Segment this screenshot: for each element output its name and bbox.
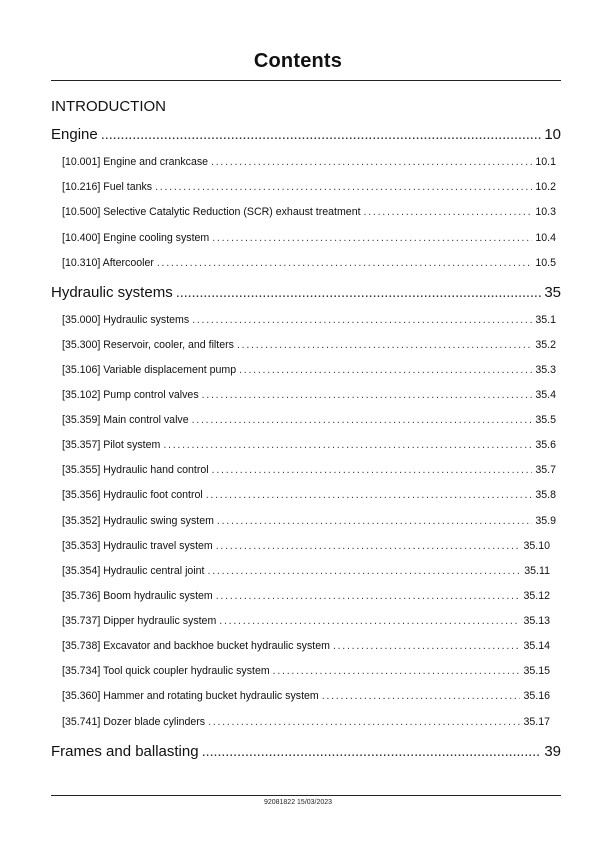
toc-entry-page: 35.3 [535, 364, 556, 376]
dot-leader [273, 665, 521, 677]
toc-entry-page: 35.6 [535, 439, 556, 451]
toc-entry-title: [35.734] Tool quick coupler hydraulic system [62, 665, 270, 677]
toc-entry-page: 35.10 [523, 540, 550, 552]
toc-section-engine[interactable] [51, 126, 561, 143]
toc-section-page: 39 [544, 743, 561, 760]
toc-entry[interactable] [62, 489, 556, 501]
dot-leader [364, 206, 533, 218]
toc-entry-page: 35.5 [535, 414, 556, 426]
dot-leader [163, 439, 532, 451]
toc-entry-title: [35.355] Hydraulic hand control [62, 464, 209, 476]
toc-entry-title: [35.106] Variable displacement pump [62, 364, 237, 376]
toc-entry[interactable] [62, 389, 556, 401]
toc-entry-title: [35.353] Hydraulic travel system [62, 540, 213, 552]
dot-leader [208, 716, 520, 728]
introduction-heading: INTRODUCTION [51, 98, 166, 115]
toc-entry-title: [35.352] Hydraulic swing system [62, 515, 214, 527]
toc-entry[interactable] [62, 640, 550, 652]
toc-entry[interactable] [62, 439, 556, 451]
toc-entry-page: 10.3 [535, 206, 556, 218]
toc-section-page: 35 [544, 284, 561, 301]
toc-entry-title: [10.216] Fuel tanks [62, 181, 153, 193]
toc-entry-page: 10.1 [535, 156, 556, 168]
toc-entry-title: [35.359] Main control valve [62, 414, 189, 426]
toc-entry-title: [35.360] Hammer and rotating bucket hydraulic system [62, 690, 319, 702]
toc-entry-page: 35.1 [535, 314, 556, 326]
toc-entry-title: [35.738] Excavator and backhoe bucket hydraulic system [62, 640, 330, 652]
dot-leader [192, 414, 533, 426]
dot-leader [216, 590, 521, 602]
toc-entry-title: [35.737] Dipper hydraulic system [62, 615, 217, 627]
toc-entry-title: [35.102] Pump control valves [62, 389, 199, 401]
toc-entry-page: 10.5 [535, 257, 556, 269]
toc-entry-page: 35.4 [535, 389, 556, 401]
toc-entry-page: 35.2 [535, 339, 556, 351]
toc-entry-title: [35.356] Hydraulic foot control [62, 489, 203, 501]
toc-entry[interactable] [62, 665, 550, 677]
toc-entry[interactable] [62, 181, 556, 193]
toc-entry-title: [35.000] Hydraulic systems [62, 314, 190, 326]
dot-leader [176, 284, 542, 301]
toc-entry[interactable] [62, 716, 550, 728]
dot-leader [219, 615, 520, 627]
toc-entry-page: 35.13 [523, 615, 550, 627]
toc-entry[interactable] [62, 257, 556, 269]
toc-entry[interactable] [62, 540, 550, 552]
toc-entry[interactable] [62, 364, 556, 376]
footer-doc-id: 92081822 15/03/2023 [263, 799, 333, 806]
toc-entry-title: [10.500] Selective Catalytic Reduction (SCR) exhaust treatment [62, 206, 361, 218]
toc-entry-page: 35.7 [535, 464, 556, 476]
dot-leader [237, 339, 532, 351]
dot-leader [212, 464, 533, 476]
toc-section-title: Engine [51, 126, 98, 143]
toc-entry-page: 35.17 [523, 716, 550, 728]
toc-entry-page: 10.4 [535, 232, 556, 244]
toc-entry[interactable] [62, 156, 556, 168]
dot-leader [211, 156, 532, 168]
dot-leader [217, 515, 532, 527]
toc-entry-title: [35.736] Boom hydraulic system [62, 590, 213, 602]
toc-entry[interactable] [62, 414, 556, 426]
table-of-contents [51, 0, 561, 842]
toc-entry-page: 35.11 [524, 565, 550, 577]
dot-leader [333, 640, 521, 652]
toc-section-title: Frames and ballasting [51, 743, 199, 760]
dot-leader [206, 489, 533, 501]
dot-leader [157, 257, 533, 269]
dot-leader [216, 540, 521, 552]
toc-entry-page: 35.12 [523, 590, 550, 602]
toc-entry[interactable] [62, 339, 556, 351]
toc-entry-page: 10.2 [535, 181, 556, 193]
dot-leader [155, 181, 532, 193]
toc-entry-title: [10.400] Engine cooling system [62, 232, 210, 244]
toc-entry[interactable] [62, 206, 556, 218]
dot-leader [101, 126, 542, 143]
toc-entry[interactable] [62, 690, 550, 702]
toc-entry[interactable] [62, 615, 550, 627]
toc-entry-page: 35.9 [535, 515, 556, 527]
toc-entry-title: [35.357] Pilot system [62, 439, 161, 451]
page-title: Contents [253, 50, 343, 72]
toc-entry-title: [35.741] Dozer blade cylinders [62, 716, 206, 728]
dot-leader [202, 743, 542, 760]
dot-leader [239, 364, 532, 376]
dot-leader [192, 314, 532, 326]
dot-leader [202, 389, 533, 401]
dot-leader [322, 690, 521, 702]
toc-section-hydraulic-systems[interactable] [51, 284, 561, 301]
toc-entry[interactable] [62, 314, 556, 326]
toc-entry[interactable] [62, 515, 556, 527]
toc-entry-page: 35.8 [535, 489, 556, 501]
toc-entry-title: [10.310] Aftercooler [62, 257, 154, 269]
dot-leader [208, 565, 522, 577]
toc-entry[interactable] [62, 590, 550, 602]
dot-leader [212, 232, 532, 244]
toc-entry-title: [10.001] Engine and crankcase [62, 156, 209, 168]
toc-entry-page: 35.14 [523, 640, 550, 652]
toc-section-frames-and-ballasting[interactable] [51, 743, 561, 760]
toc-section-title: Hydraulic systems [51, 284, 173, 301]
footer-rule [51, 795, 561, 796]
toc-entry[interactable] [62, 464, 556, 476]
toc-entry-page: 35.15 [523, 665, 550, 677]
toc-entry-title: [35.300] Reservoir, cooler, and filters [62, 339, 234, 351]
toc-entry-title: [35.354] Hydraulic central joint [62, 565, 205, 577]
toc-section-page: 10 [544, 126, 561, 143]
toc-entry[interactable] [62, 232, 556, 244]
toc-entry-page: 35.16 [523, 690, 550, 702]
toc-entry[interactable] [62, 565, 550, 577]
